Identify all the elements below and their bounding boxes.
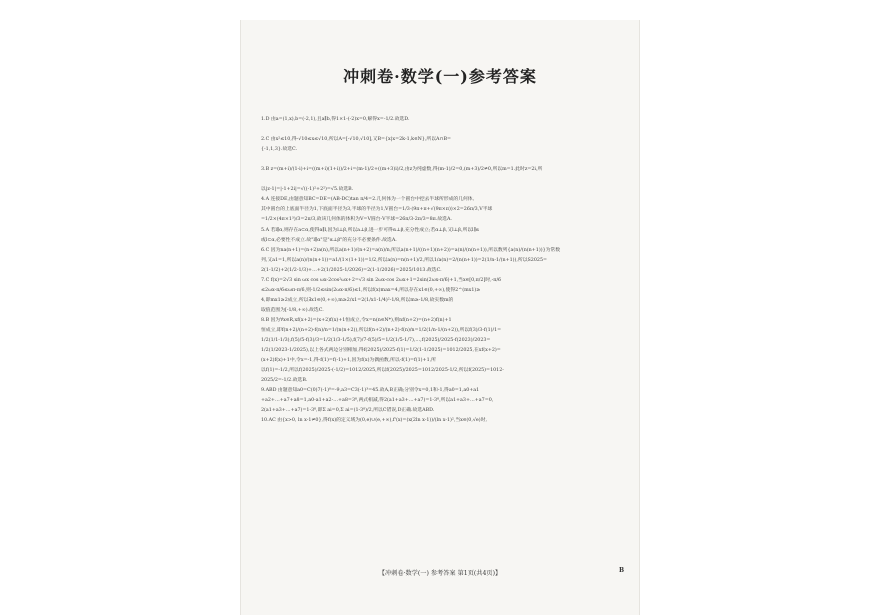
answer-line: 或l⊂α,必要性不成立.故"l∥α"是"α⊥β"的充分不必要条件.故选A. [261, 237, 397, 243]
answer-line: (x+2)f(x)+1中,令x=-1,得-f(1)=f(-1)+1,因为f(x)为偶函数,所以-f(1)=f(1)+1,所 [261, 358, 436, 364]
answer-line [261, 175, 625, 185]
answer-line: 以f(1)=-1/2,所以f(2025)/2025-(-1/2)=1012/2025,所以f(2025)/2025=1012/2025-1/2,所以f(2025)=1012- [261, 368, 504, 374]
answer-line: 2(a1+a3+…+a7)=1-3⁸,即Σ ai=0,Σ ai=(1-3⁸)/2,所以C错误,D正确.故选ABD. [261, 408, 435, 414]
answer-line: 3.B z=(m+i)/(1-i)+i=((m+i)(1+i))/2+i=(m-1)/2+((m+3)i)/2,由z为纯虚数,得(m-1)/2=0,(m+3)/2≠0,所以m=1.此时z=2i,所 [261, 167, 543, 173]
answer-line: 其中圆台的上底面半径为1,下底面半径为3,半球的半径为1,V圆台=1/3·(9π+π+√(9π×π))×2=26π/3,V半球 [261, 207, 493, 213]
answer-line: 恒成立,即f(n+2)/(n+2)-f(n)/n=1/(n(n+2)),所以f(n+2)/(n+2)-f(n)/n=1/2(1/n-1/(n+2)),所以f(3)/3-f(1)/1= [261, 327, 502, 333]
answer-line: 1/2(1/2023-1/2025),以上各式两边分别相加,得f(2025)/2025-f(1)=1/2(1-1/2025)=1012/2025,在xf(x+2)= [261, 348, 501, 354]
answer-line: 2025/2=-1/2.故选B. [261, 378, 308, 384]
answer-line: ≤2ωx-π/6≤ωπ-π/6,则-1/2≤sin(2ωx-π/6)≤1,所以f(x)max=4,所以存在x1∈(0,+∞),使得2^(mx1)≥ [261, 287, 481, 293]
answer-line: 1.D 由a=(1,x),b=(-2,1),且a∥b,得1×1-(-2)x=0,解得x=-1/2.故选D. [261, 117, 410, 122]
answer-line: 8.B 因为∀x∈R,xf(x+2)=(x+2)f(x)+1恒成立,令x=n(n∈N*),则nf(n+2)=(n+2)f(n)+1 [261, 317, 452, 323]
answer-line [261, 155, 625, 165]
answer-line: 1/2(1/1-1/3),f(5)/5-f(3)/3=1/2(1/3-1/5),f(7)/7-f(5)/5=1/2(1/5-1/7),…,f(2025)/2025-f(2023)/2023= [261, 338, 491, 344]
edition-badge: B [619, 567, 625, 574]
page-title: 冲刺卷·数学(一)参考答案 [343, 67, 537, 86]
answer-line: 4.A 连接DE,由题意知BC=DE=(AB-DC)tan π/4=2.几何体为一个圆台中挖去半球所形成的几何体, [261, 197, 475, 203]
answer-line: 列,又a1=1,所以a(n)/(n(n+1))=a1/(1×(1+1))=1/2,所以a(n)=n(n+1)/2,所以1/a(n)=2/(n(n+1))=2(1/n-1/(n+1)),所以S2025= [261, 257, 548, 263]
answer-line [261, 125, 625, 135]
answer-line: 10.AC 由{x>0, ln x-1≠0},得f(x)的定义域为(0,e)∪(e,+∞),f'(x)=(x(2ln x-1))/(ln x-1)²,当x∈(0,√e)时, [261, 418, 487, 424]
answer-line: 7.C f(x)=2√3 sin ωx cos ωx-2cos²ωx+2=√3 sin 2ωx-cos 2ωx+1=2sin(2ωx-π/6)+1,当x∈[0,π/2]时,-π/6 [261, 277, 502, 283]
answer-line: 9.ABD 由题意知a0=C(0)7(-1)⁰=-9,a3=C3(-1)³=45.故A,B正确;分别令x=0,1和-1,得a0=1,a0+a1 [261, 388, 480, 394]
answer-line: =1/2×(4π×1³)/3=2π/3,故该几何体的体积为V=V圆台-V半球=26π/3-2π/3=8π.故选A. [261, 217, 452, 223]
answer-line: 以|z-1|=|-1+2i|=√((-1)²+2²)=√5.故选B. [261, 187, 354, 193]
answer-line: 2(1-1/2)+2(1/2-1/3)+…+2(1/2025-1/2026)=2(1-1/2026)=2025/1013.故选C. [261, 267, 442, 273]
answer-line: 取值范围为[-1/8,+∞).故选C. [261, 307, 324, 313]
answer-line: 4,即mx1≥2成立,所以∃x1∈(0,+∞),m≥2/x1=2(1/x1-1/4)²-1/8,所以m≥-1/8,故实数m的 [261, 297, 454, 303]
answer-line: 2.C 由x²≤10,得-√10≤x≤√10,所以A=[-√10,√10],又B={x|x=2k-1,k∈N},所以A∩B= [261, 137, 452, 143]
answer-line: +a2+…+a7+a8=1,a0-a1+a2-…+a8=3⁸,两式相减,得2(a1+a3+…+a7)=1-3⁸,所以a1+a3+…+a7=0, [261, 398, 494, 404]
page-footer: 【冲刺卷·数学(一) 参考答案 第1页(共4页)】 [378, 570, 502, 577]
answer-line: 5.A 若l∥α,则存在a⊂α,使得a∥l,因为l⊥β,所以a⊥β,进一步可得α⊥β,充分性成立;若α⊥β,又l⊥β,所以l∥α [261, 227, 480, 233]
answer-line: {-1,1,3}.故选C. [261, 147, 298, 153]
answer-body [261, 115, 625, 426]
answer-line: 6.C 因为na(n+1)=(n+2)a(n),所以a(n+1)/(n+2)=a(n)/n,所以a(n+1)/((n+1)(n+2))=a(n)/(n(n+1)),所以数列{a(n)/(n(n+1))}为常数 [261, 247, 561, 253]
answer-page [240, 20, 640, 615]
